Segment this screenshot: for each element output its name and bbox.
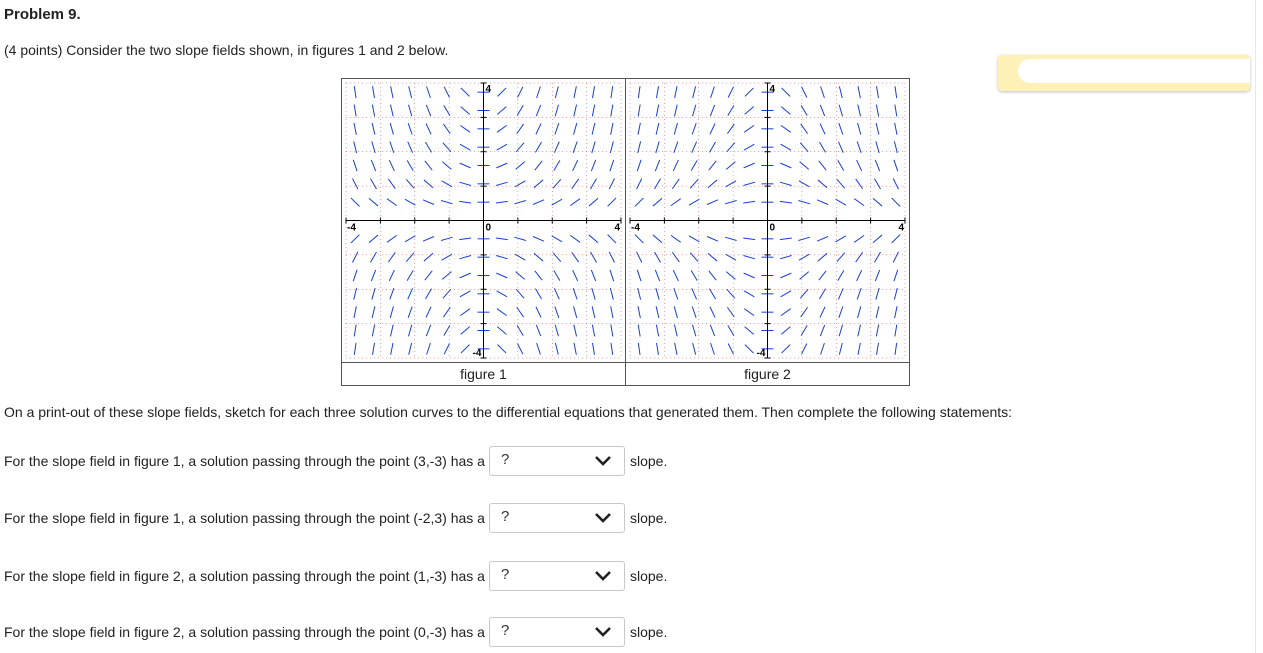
redacted-area: [1018, 59, 1250, 83]
statement-3: [4, 560, 667, 592]
statement-text: For the slope field in figure 1, a solution passing through the point (-2,3) has a: [4, 510, 485, 526]
statement-text: For the slope field in figure 1, a solution passing through the point (3,-3) has a: [4, 453, 485, 469]
statement-suffix: slope.: [629, 624, 668, 640]
slope-field-figure-2: [626, 79, 909, 362]
tick-label-right: 4: [614, 222, 620, 234]
tick-label-origin: 0: [769, 222, 776, 234]
slope-dropdown-3[interactable]: [489, 561, 625, 591]
chevron-down-icon: [594, 455, 612, 467]
page-right-border: [1255, 0, 1256, 653]
figure-1-cell: [342, 79, 626, 363]
chevron-down-icon: [594, 570, 612, 582]
problem-intro: (4 points) Consider the two slope fields shown, in figures 1 and 2 below.: [4, 42, 449, 58]
figure-2-cell: [626, 79, 910, 363]
statement-suffix: slope.: [629, 453, 668, 469]
slope-dropdown-2[interactable]: [489, 503, 625, 533]
instructions-text: On a print-out of these slope fields, sketch for each three solution curves to the differential equations that generated them. Then complete the following statements:: [4, 404, 1013, 420]
problem-title: Problem 9.: [4, 6, 81, 23]
tick-label-top: 4: [485, 84, 492, 95]
statement-text: For the slope field in figure 2, a solution passing through the point (0,-3) has a: [4, 624, 485, 640]
statement-2: [4, 502, 667, 534]
tick-label-bottom: -4: [756, 348, 766, 359]
slope-field-figure-1: [342, 79, 625, 362]
tick-label-right: 4: [898, 222, 904, 234]
figure-1-caption: figure 1: [342, 363, 626, 386]
sticky-note: [998, 55, 1250, 91]
statement-4: [4, 616, 667, 648]
tick-label-top: 4: [769, 84, 776, 95]
dropdown-value: ?: [500, 508, 510, 525]
dropdown-value: ?: [500, 566, 510, 583]
figures-table: [341, 78, 910, 386]
dropdown-value: ?: [500, 451, 510, 468]
slope-dropdown-4[interactable]: [489, 617, 625, 647]
tick-label-origin: 0: [485, 222, 492, 234]
tick-label-left: -4: [631, 222, 640, 234]
figure-2-caption: figure 2: [626, 363, 910, 386]
statement-text: For the slope field in figure 2, a solution passing through the point (1,-3) has a: [4, 568, 485, 584]
tick-label-left: -4: [347, 222, 356, 234]
statement-suffix: slope.: [629, 568, 668, 584]
tick-label-bottom: -4: [472, 348, 482, 359]
statement-1: [4, 445, 667, 477]
chevron-down-icon: [594, 512, 612, 524]
dropdown-value: ?: [500, 622, 510, 639]
chevron-down-icon: [594, 626, 612, 638]
slope-dropdown-1[interactable]: [489, 446, 625, 476]
statement-suffix: slope.: [629, 510, 668, 526]
